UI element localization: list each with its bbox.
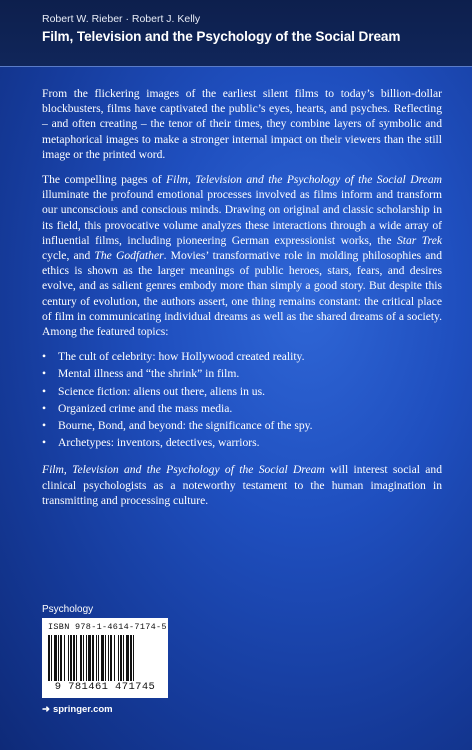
paragraph-2 xyxy=(42,172,442,339)
divider xyxy=(0,66,472,67)
header-band xyxy=(0,0,472,66)
publisher-label: springer.com xyxy=(52,704,113,715)
p3-text: will interest social and clinical psychologists as a noteworthy testament to the human imagination in transmitting and processing culture. xyxy=(42,463,443,507)
subject-label: Psychology xyxy=(42,604,94,615)
back-cover-text xyxy=(42,86,442,518)
list-item: • Bourne, Bond, and beyond: the significance of the spy. xyxy=(42,418,442,433)
p2-text-a: The compelling pages of xyxy=(42,173,167,187)
book-title: Film, Television and the Psychology of the Social Dream xyxy=(42,29,401,44)
p2-text-c: cycle, and xyxy=(42,249,95,263)
p3-book-title: Film, Television and the Psychology of the Social Dream xyxy=(42,463,325,477)
p2-text-d: . Movies’ transformative role in molding philosophies and ethics is shown as the larger meanings of public heroes, stars, fears, and desires evolve, and as salient genres embody more than simply a good story. But despite this century of evolution, the authors assert, one thing remains constant: the critical place of film in communicating individual dreams as well as the shared dreams of a society. Among the featured topics: xyxy=(42,249,442,339)
list-item: • Science fiction: aliens out there, aliens in us. xyxy=(42,384,442,399)
authors: Robert W. Rieber · Robert J. Kelly xyxy=(42,13,201,25)
p2-godfather: The Godfather xyxy=(94,249,164,263)
paragraph-3 xyxy=(42,462,442,508)
arrow-icon: ➜ xyxy=(42,704,50,715)
barcode-box xyxy=(42,618,168,698)
p2-star-trek: Star Trek xyxy=(396,233,442,247)
list-item: • Mental illness and “the shrink” in film. xyxy=(42,366,442,381)
isbn: ISBN 978-1-4614-7174-5 xyxy=(48,622,167,632)
p2-text-b: illuminate the profound emotional processes involved as films inform and transform our unconscious and conscious minds. Drawing on original and classic scholarship in its field, this provocative volume analyzes these interactions through a wide array of influential films, including pioneering German expressionist works, the xyxy=(42,188,442,247)
p2-book-title: Film, Television and the Psychology of the Social Dream xyxy=(166,173,442,187)
topics-list xyxy=(42,349,442,450)
barcode-digits: 9 781461 471745 xyxy=(54,681,156,693)
paragraph-1: From the flickering images of the earliest silent films to today’s billion-dollar blockbusters, films have captivated the public’s eyes, hearts, and psyches. Reflecting – and often creating – the tenor of their times, they combine layers of symbolic and metaphorical images to make a stronger internal impact on their viewers than the still image or the printed word. xyxy=(42,87,442,161)
list-item: • The cult of celebrity: how Hollywood created reality. xyxy=(42,349,442,364)
list-item: • Archetypes: inventors, detectives, warriors. xyxy=(42,435,442,450)
barcode-icon xyxy=(48,635,162,681)
publisher-link[interactable] xyxy=(42,704,113,715)
list-item: • Organized crime and the mass media. xyxy=(42,401,442,416)
